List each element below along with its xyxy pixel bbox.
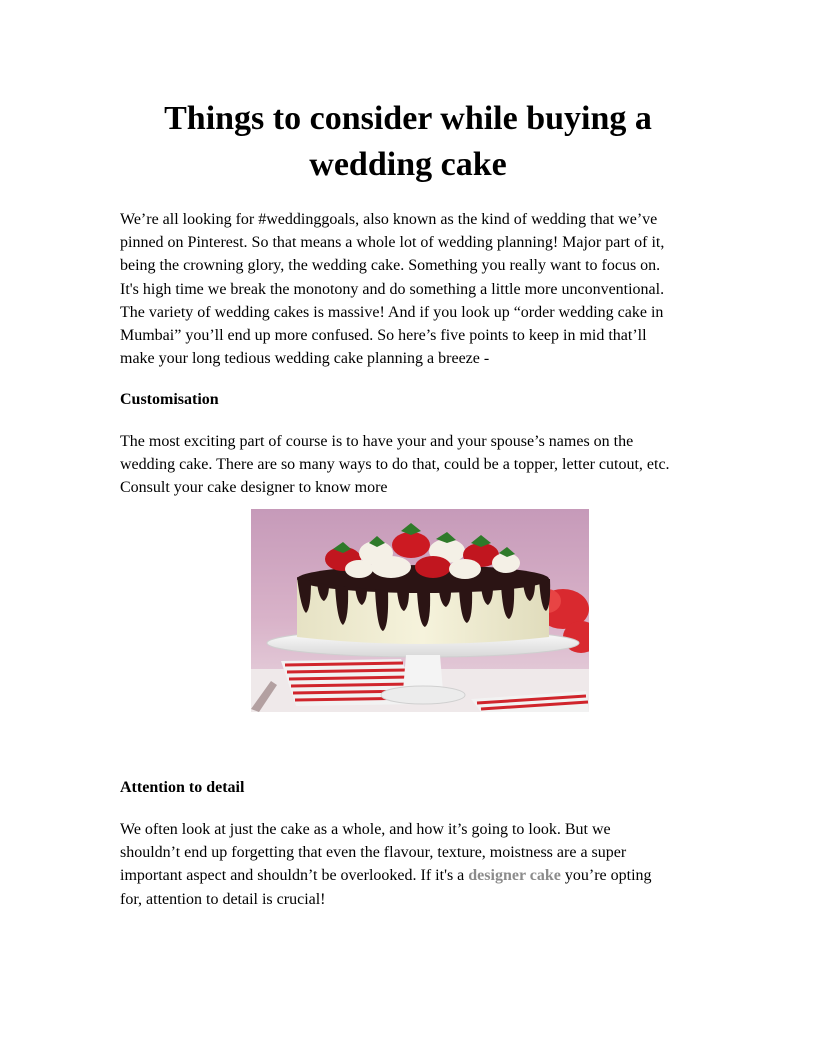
section-heading-customisation: Customisation bbox=[120, 391, 219, 408]
title-line-1: Things to consider while buying a bbox=[164, 100, 652, 137]
attention-paragraph bbox=[120, 818, 720, 911]
intro-line: being the crowning glory, the wedding cake. Something you really want to focus on. bbox=[120, 257, 661, 275]
intro-line: pinned on Pinterest. So that means a whole lot of wedding planning! Major part of it, bbox=[120, 234, 665, 252]
intro-line: make your long tedious wedding cake planning a breeze - bbox=[120, 350, 490, 368]
customisation-line: wedding cake. There are so many ways to do that, could be a topper, letter cutout, etc. bbox=[120, 456, 670, 474]
attention-line-after-link: you’re opting bbox=[560, 867, 652, 885]
intro-paragraph bbox=[120, 208, 720, 370]
customisation-line: Consult your cake designer to know more bbox=[120, 479, 388, 497]
attention-line: for, attention to detail is crucial! bbox=[120, 890, 326, 908]
section-heading-attention-to-detail: Attention to detail bbox=[120, 779, 245, 796]
title-line-2: wedding cake bbox=[309, 146, 507, 183]
attention-line: shouldn’t end up forgetting that even the flavour, texture, moistness are a super bbox=[120, 844, 627, 862]
intro-line: We’re all looking for #weddinggoals, also known as the kind of wedding that we’ve bbox=[120, 211, 658, 228]
customisation-line: The most exciting part of course is to have your and your spouse’s names on the bbox=[120, 433, 634, 450]
intro-line: It's high time we break the monotony and do something a little more unconventional. bbox=[120, 280, 665, 298]
intro-line: Mumbai” you’ll end up more confused. So here’s five points to keep in mid that’ll bbox=[120, 327, 647, 345]
designer-cake-link[interactable]: designer cake bbox=[468, 867, 561, 885]
intro-line: The variety of wedding cakes is massive! And if you look up “order wedding cake in bbox=[120, 303, 664, 321]
page-title bbox=[100, 96, 716, 188]
customisation-paragraph bbox=[120, 430, 720, 500]
attention-line: We often look at just the cake as a whole, and how it’s going to look. But we bbox=[120, 821, 611, 838]
attention-line-before-link: important aspect and shouldn’t be overlooked. If it's a bbox=[120, 867, 469, 885]
cake-photo bbox=[251, 509, 589, 712]
